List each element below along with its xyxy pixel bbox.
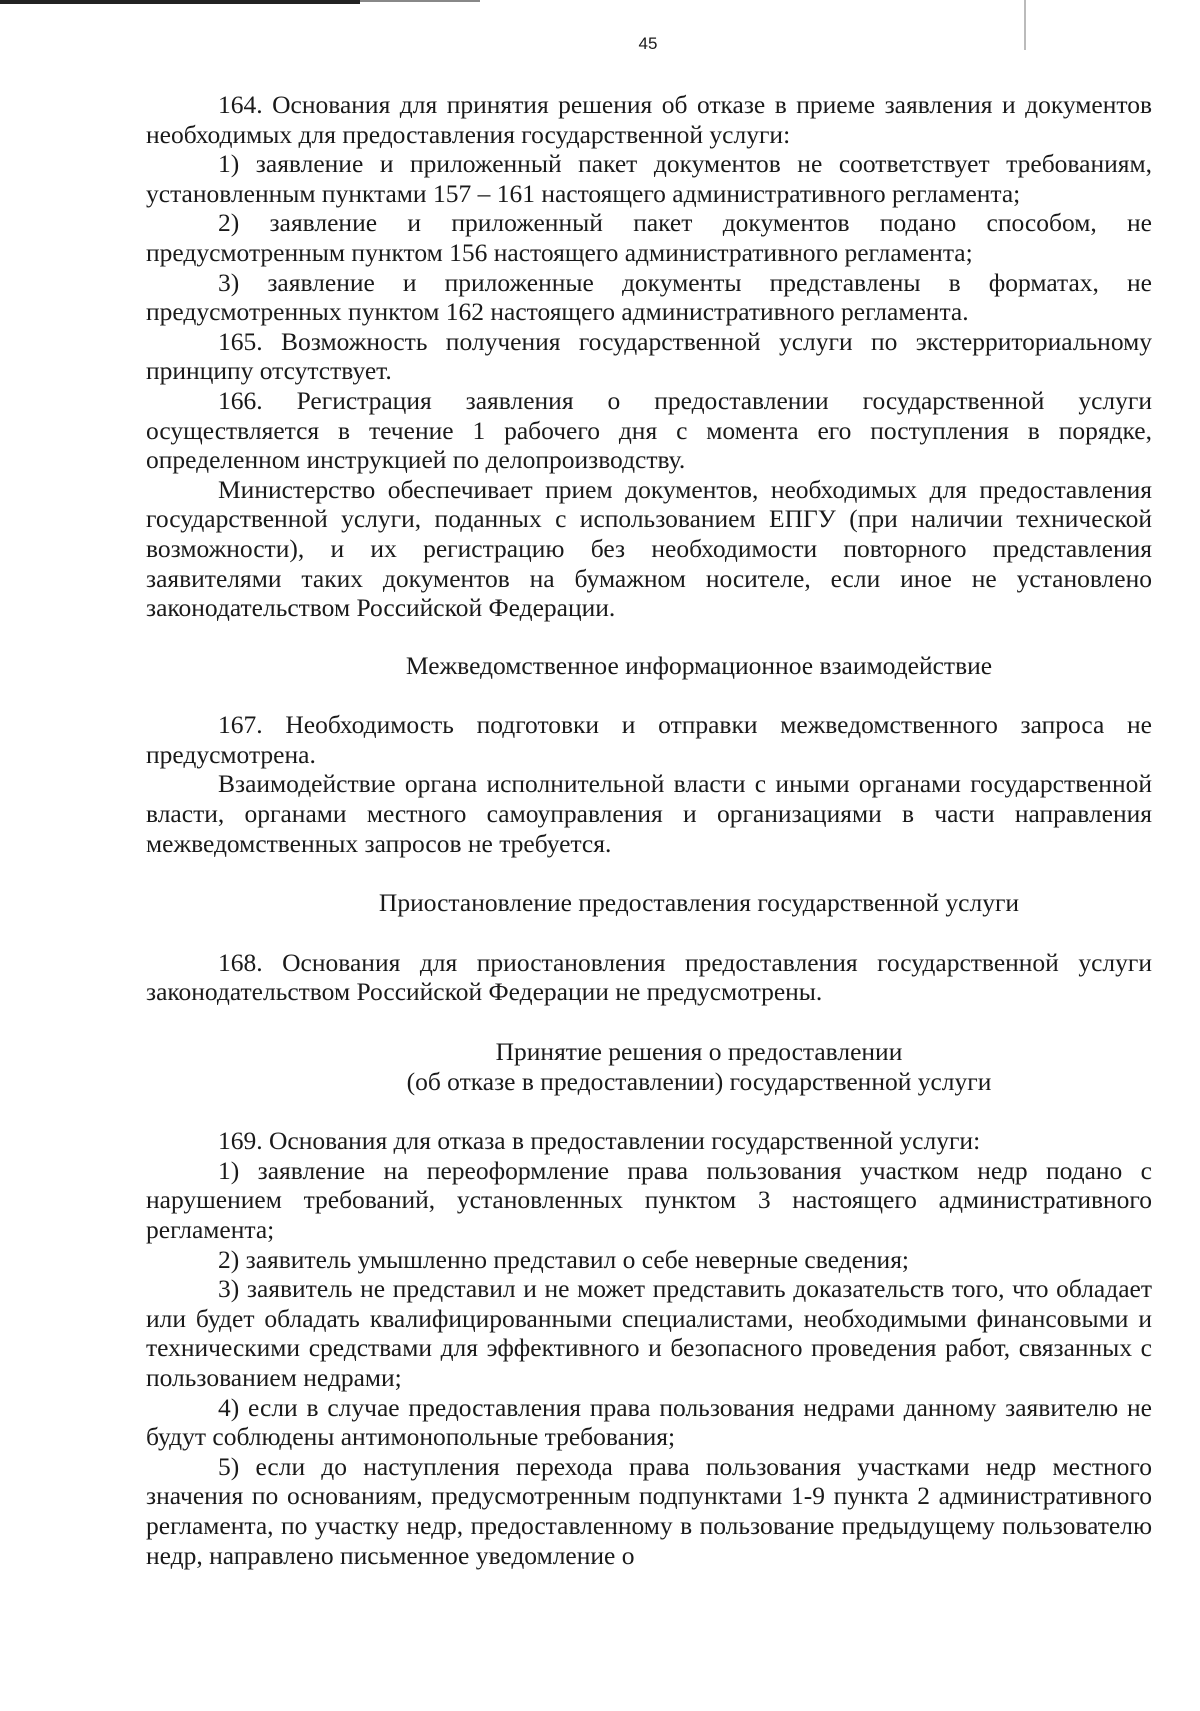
section-heading-suspension: Приостановление предоставления государственной услуги (378, 888, 1020, 918)
paragraph-167-interaction: Взаимодействие органа исполнительной власти с иными органами государственной власти, органами местного самоуправления и организациями в части направления межведомственных запросов не требуется. (146, 769, 1152, 858)
section-heading-decision-line-1: Принятие решения о предоставлении (495, 1037, 903, 1067)
section-heading-decision-line-2: (об отказе в предоставлении) государственной услуги (406, 1066, 992, 1096)
paragraph-166-ministry: Министерство обеспечивает прием документов, необходимых для предоставления государственной услуги, поданных с использованием ЕПГУ (при наличии технической возможности), и их регистрацию без необходимости повторного представления заявителями таких документов на бумажном носителе, если иное не установлено законодательством Российской Федерации. (146, 474, 1152, 623)
document-body (146, 90, 1152, 1570)
paragraph-165: 165. Возможность получения государственной услуги по экстерриториальному принципу отсутствует. (146, 326, 1152, 386)
scan-edge-mark-2 (360, 0, 480, 2)
paragraph-164-item-1: 1) заявление и приложенный пакет документов не соответствует требованиям, установленным пунктами 157 – 161 настоящего административного регламента; (146, 149, 1152, 208)
section-heading-decision (246, 1037, 1152, 1096)
paragraph-169-item-1: 1) заявление на переоформление права пользования участком недр подано с нарушением требований, установленных пунктом 3 настоящего административного регламента; (146, 1155, 1152, 1244)
paragraph-168: 168. Основания для приостановления предоставления государственной услуги законодательством Российской Федерации не предусмотрены. (146, 947, 1152, 1007)
paragraph-164-item-3: 3) заявление и приложенные документы представлены в форматах, не предусмотренных пунктом 162 настоящего административного регламента. (146, 267, 1152, 327)
paragraph-169-item-2: 2) заявитель умышленно представил о себе неверные сведения; (218, 1244, 910, 1274)
paragraph-166: 166. Регистрация заявления о предоставлении государственной услуги осуществляется в течение 1 рабочего дня с момента его поступления в порядке, определенном инструкцией по делопроизводству. (146, 385, 1152, 475)
paragraph-169-item-4: 4) если в случае предоставления права пользования недрами данному заявителю не будут соблюдены антимонопольные требования; (146, 1392, 1152, 1452)
scan-edge-mark (0, 0, 360, 4)
paragraph-164-item-2: 2) заявление и приложенный пакет документов подано способом, не предусмотренным пунктом 156 настоящего административного регламента; (146, 208, 1152, 267)
page-number: 45 (638, 34, 658, 53)
paragraph-169-item-5: 5) если до наступления перехода права пользования участками недр местного значения по основаниям, предусмотренным подпунктами 1-9 пункта 2 административного регламента, по участку недр, предоставленному в пользование предыдущему пользователю недр, направлено письменное уведомление о (146, 1451, 1152, 1570)
paragraph-169-item-3: 3) заявитель не представил и не может представить доказательств того, что обладает или будет обладать квалифицированными специалистами, необходимыми финансовыми и техническими средствами для эффективного и безопасного проведения работ, связанных с пользованием недрами; (146, 1274, 1152, 1392)
paragraph-169: 169. Основания для отказа в предоставлении государственной услуги: (218, 1126, 981, 1156)
section-heading-interagency: Межведомственное информационное взаимодействие (405, 650, 993, 680)
paragraph-167: 167. Необходимость подготовки и отправки межведомственного запроса не предусмотрена. (146, 710, 1152, 769)
paragraph-164: 164. Основания для принятия решения об отказе в приеме заявления и документов необходимых для предоставления государственной услуги: (146, 90, 1152, 149)
